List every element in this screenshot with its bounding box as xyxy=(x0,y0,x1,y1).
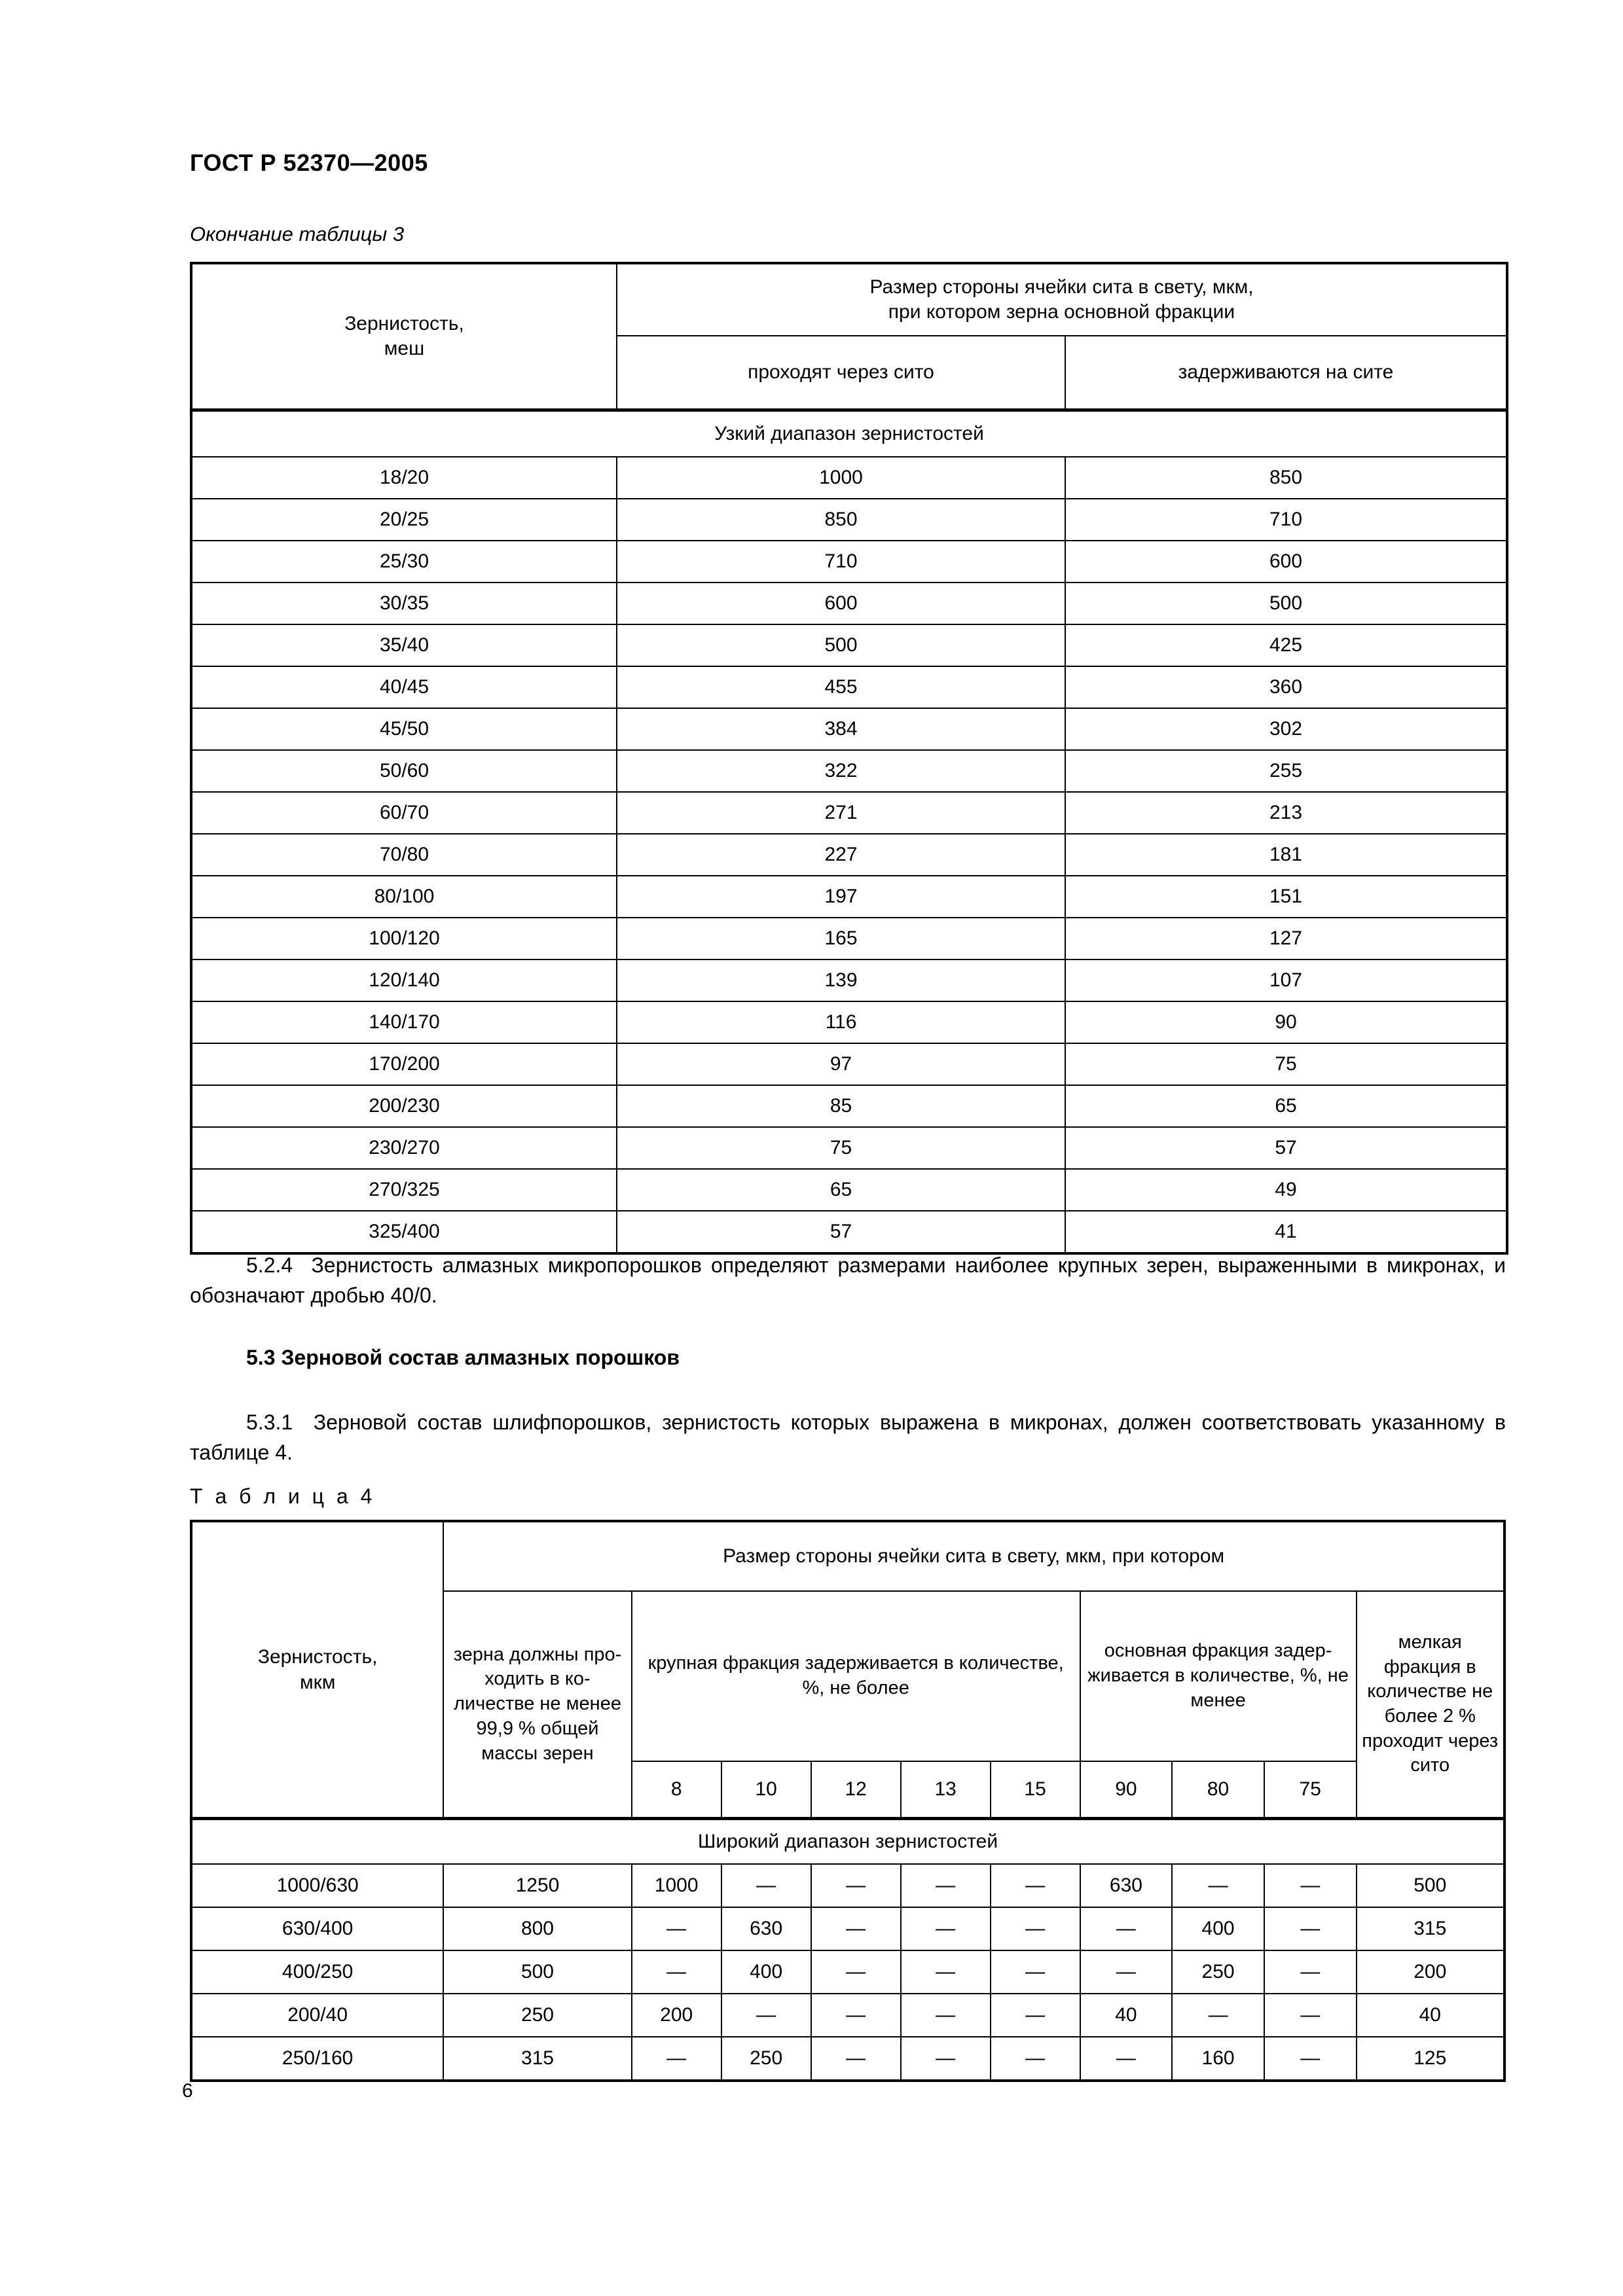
table4-cell-coarse: — xyxy=(901,1950,991,1994)
table3-row xyxy=(191,834,1507,876)
table3-cell-grain: 80/100 xyxy=(191,876,617,918)
table3-cell-grain: 25/30 xyxy=(191,541,617,583)
table4-header-main: основная фракция задер-живается в количестве, %, не менее xyxy=(1080,1591,1357,1761)
table3-cell-retain: 181 xyxy=(1065,834,1507,876)
table3-cell-pass: 227 xyxy=(617,834,1065,876)
table3-row xyxy=(191,583,1507,624)
table4-cell-pass-all: 800 xyxy=(443,1907,631,1950)
table4-cell-main: 630 xyxy=(1080,1864,1173,1907)
table3-row xyxy=(191,499,1507,541)
paragraph-5-3-1 xyxy=(190,1407,1506,1467)
table4-header-coarse-sub: 13 xyxy=(901,1761,991,1819)
table4-cell-pass-all: 315 xyxy=(443,2037,631,2081)
table3-cell-retain: 49 xyxy=(1065,1169,1507,1211)
table3-cell-grain: 140/170 xyxy=(191,1001,617,1043)
table3-cell-grain: 325/400 xyxy=(191,1211,617,1253)
table4-cell-fine: 500 xyxy=(1357,1864,1504,1907)
table4-header-main-sub: 90 xyxy=(1080,1761,1173,1819)
table3-cell-pass: 75 xyxy=(617,1127,1065,1169)
table4-cell-fine: 200 xyxy=(1357,1950,1504,1994)
table4-cell-grain: 250/160 xyxy=(191,2037,443,2081)
table4-cell-grain: 400/250 xyxy=(191,1950,443,1994)
table4-header-coarse-sub: 8 xyxy=(632,1761,721,1819)
table3-cell-grain: 100/120 xyxy=(191,918,617,960)
table4-cell-main: — xyxy=(1080,2037,1173,2081)
table3-row xyxy=(191,960,1507,1001)
table3-cell-retain: 425 xyxy=(1065,624,1507,666)
table3-cell-pass: 850 xyxy=(617,499,1065,541)
table3-header-grain: Зернистость, меш xyxy=(191,263,617,410)
table3-cell-grain: 35/40 xyxy=(191,624,617,666)
table4-cell-main: 160 xyxy=(1172,2037,1264,2081)
table3-row xyxy=(191,1043,1507,1085)
table4-cell-coarse: — xyxy=(901,1907,991,1950)
table4-cell-fine: 40 xyxy=(1357,1994,1504,2037)
table3-cell-grain: 270/325 xyxy=(191,1169,617,1211)
table3-row xyxy=(191,792,1507,834)
table4-cell-main: — xyxy=(1264,1864,1357,1907)
table3-cell-grain: 170/200 xyxy=(191,1043,617,1085)
table4-cell-coarse: — xyxy=(811,1950,901,1994)
table3-container xyxy=(190,262,1508,1255)
table3-cell-grain: 120/140 xyxy=(191,960,617,1001)
table4-cell-main: — xyxy=(1264,1994,1357,2037)
table3-cell-retain: 360 xyxy=(1065,666,1507,708)
table3-cell-pass: 500 xyxy=(617,624,1065,666)
table3-cell-grain: 230/270 xyxy=(191,1127,617,1169)
table3-header-pass: проходят через сито xyxy=(617,336,1065,410)
table3-cell-retain: 57 xyxy=(1065,1127,1507,1169)
table4-header-grain: Зернистость, мкм xyxy=(191,1521,443,1819)
table4-cell-coarse: — xyxy=(632,1907,721,1950)
table4-cell-coarse: — xyxy=(901,2037,991,2081)
paragraph-5-3-1-number: 5.3.1 xyxy=(246,1410,293,1434)
table4-cell-grain: 200/40 xyxy=(191,1994,443,2037)
table3-cell-pass: 710 xyxy=(617,541,1065,583)
table3-cell-pass: 165 xyxy=(617,918,1065,960)
table4 xyxy=(190,1520,1506,2082)
table4-cell-coarse: — xyxy=(811,1907,901,1950)
table4-cell-coarse: — xyxy=(721,1864,811,1907)
table4-cell-coarse: 1000 xyxy=(632,1864,721,1907)
table4-cell-main: — xyxy=(1264,1907,1357,1950)
table3-cell-retain: 600 xyxy=(1065,541,1507,583)
table4-header-coarse-sub: 15 xyxy=(991,1761,1080,1819)
table4-header-pass-all: зерна должны про-ходить в ко-личестве не менее 99,9 % общей массы зерен xyxy=(443,1591,631,1819)
table3-cell-retain: 90 xyxy=(1065,1001,1507,1043)
table4-cell-grain: 630/400 xyxy=(191,1907,443,1950)
table3-cell-pass: 65 xyxy=(617,1169,1065,1211)
table3-row xyxy=(191,1211,1507,1253)
table3-cell-pass: 197 xyxy=(617,876,1065,918)
table4-cell-coarse: — xyxy=(991,1864,1080,1907)
table4-cell-main: — xyxy=(1080,1950,1173,1994)
table4-cell-main: — xyxy=(1080,1907,1173,1950)
table3-row xyxy=(191,876,1507,918)
table3-cell-pass: 97 xyxy=(617,1043,1065,1085)
table3-row xyxy=(191,624,1507,666)
table3-row xyxy=(191,666,1507,708)
table4-container xyxy=(190,1520,1506,2082)
table4-cell-main: — xyxy=(1264,2037,1357,2081)
table3-cell-retain: 850 xyxy=(1065,457,1507,499)
table4-header-coarse-sub: 10 xyxy=(721,1761,811,1819)
table3-header-retain: задерживаются на сите xyxy=(1065,336,1507,410)
table4-cell-pass-all: 250 xyxy=(443,1994,631,2037)
paragraph-5-3-1-text: Зерновой состав шлифпорошков, зернистость которых выражена в микронах, должен соответствовать указанному в таблице 4. xyxy=(190,1410,1506,1465)
table4-caption: Т а б л и ц а 4 xyxy=(190,1484,376,1508)
table4-cell-fine: 315 xyxy=(1357,1907,1504,1950)
table3-cell-pass: 455 xyxy=(617,666,1065,708)
table3-row xyxy=(191,457,1507,499)
table3-section-title: Узкий диапазон зернистостей xyxy=(191,410,1507,457)
table4-cell-coarse: 400 xyxy=(721,1950,811,1994)
paragraph-5-2-4-number: 5.2.4 xyxy=(246,1253,293,1277)
table4-section-title: Широкий диапазон зернистостей xyxy=(191,1819,1504,1865)
table3-row xyxy=(191,1169,1507,1211)
table4-cell-coarse: — xyxy=(632,2037,721,2081)
table4-row xyxy=(191,1994,1504,2037)
table3-row xyxy=(191,541,1507,583)
table3-cell-grain: 200/230 xyxy=(191,1085,617,1127)
paragraph-5-2-4-text: Зернистость алмазных микропорошков определяют размерами наиболее крупных зерен, выраженными в микронах, и обозначают дробью 40/0. xyxy=(190,1253,1506,1308)
table4-row xyxy=(191,2037,1504,2081)
table4-cell-pass-all: 1250 xyxy=(443,1864,631,1907)
table4-cell-main: — xyxy=(1172,1994,1264,2037)
table3-cell-grain: 30/35 xyxy=(191,583,617,624)
table3-cell-grain: 60/70 xyxy=(191,792,617,834)
table4-section-row xyxy=(191,1819,1504,1865)
table3-cell-retain: 41 xyxy=(1065,1211,1507,1253)
table4-row xyxy=(191,1950,1504,1994)
table4-cell-coarse: — xyxy=(811,1994,901,2037)
table4-cell-main: — xyxy=(1264,1950,1357,1994)
table3-cell-grain: 50/60 xyxy=(191,750,617,792)
table3-cell-pass: 322 xyxy=(617,750,1065,792)
table3 xyxy=(190,262,1508,1255)
table4-header-coarse: крупная фракция задерживается в количестве, %, не более xyxy=(632,1591,1080,1761)
table3-caption: Окончание таблицы 3 xyxy=(190,223,405,245)
table3-cell-retain: 710 xyxy=(1065,499,1507,541)
table3-cell-grain: 45/50 xyxy=(191,708,617,750)
table3-cell-retain: 213 xyxy=(1065,792,1507,834)
table3-cell-retain: 127 xyxy=(1065,918,1507,960)
table3-cell-retain: 75 xyxy=(1065,1043,1507,1085)
table4-header-main-sub: 80 xyxy=(1172,1761,1264,1819)
table4-cell-coarse: 250 xyxy=(721,2037,811,2081)
table4-header-coarse-sub: 12 xyxy=(811,1761,901,1819)
table3-row xyxy=(191,1085,1507,1127)
table4-cell-main: 400 xyxy=(1172,1907,1264,1950)
table3-cell-grain: 40/45 xyxy=(191,666,617,708)
table4-cell-coarse: 200 xyxy=(632,1994,721,2037)
table3-cell-pass: 271 xyxy=(617,792,1065,834)
table3-cell-pass: 600 xyxy=(617,583,1065,624)
table3-cell-retain: 500 xyxy=(1065,583,1507,624)
table4-cell-coarse: — xyxy=(721,1994,811,2037)
table4-cell-coarse: — xyxy=(991,1950,1080,1994)
document-standard-number: ГОСТ Р 52370—2005 xyxy=(190,149,428,176)
table4-cell-coarse: — xyxy=(991,1994,1080,2037)
table4-cell-coarse: — xyxy=(901,1864,991,1907)
table3-cell-pass: 139 xyxy=(617,960,1065,1001)
table3-row xyxy=(191,1001,1507,1043)
table3-cell-retain: 65 xyxy=(1065,1085,1507,1127)
table4-cell-fine: 125 xyxy=(1357,2037,1504,2081)
table4-cell-main: 40 xyxy=(1080,1994,1173,2037)
table4-cell-main: — xyxy=(1172,1864,1264,1907)
table4-cell-main: 250 xyxy=(1172,1950,1264,1994)
table3-section-row xyxy=(191,410,1507,457)
table4-cell-coarse: — xyxy=(991,1907,1080,1950)
table3-row xyxy=(191,918,1507,960)
table4-cell-coarse: — xyxy=(811,2037,901,2081)
table4-cell-coarse: — xyxy=(901,1994,991,2037)
table4-header-row-1 xyxy=(191,1521,1504,1591)
table3-cell-pass: 116 xyxy=(617,1001,1065,1043)
heading-5-3: 5.3 Зерновой состав алмазных порошков xyxy=(246,1346,680,1369)
table4-cell-coarse: — xyxy=(811,1864,901,1907)
table4-cell-coarse: — xyxy=(632,1950,721,1994)
table4-cell-coarse: — xyxy=(991,2037,1080,2081)
table4-header-fine: мелкая фракция в количестве не более 2 % проходит через сито xyxy=(1357,1591,1504,1819)
table4-row xyxy=(191,1864,1504,1907)
table3-cell-grain: 20/25 xyxy=(191,499,617,541)
table4-cell-coarse: 630 xyxy=(721,1907,811,1950)
table3-cell-retain: 107 xyxy=(1065,960,1507,1001)
table3-row xyxy=(191,750,1507,792)
page-number: 6 xyxy=(182,2080,193,2102)
table3-header-row-1 xyxy=(191,263,1507,336)
table4-header-group: Размер стороны ячейки сита в свету, мкм, при котором xyxy=(443,1521,1504,1591)
table3-cell-grain: 18/20 xyxy=(191,457,617,499)
table4-row xyxy=(191,1907,1504,1950)
table3-row xyxy=(191,708,1507,750)
paragraph-5-2-4 xyxy=(190,1250,1506,1310)
table3-cell-pass: 384 xyxy=(617,708,1065,750)
table3-cell-retain: 255 xyxy=(1065,750,1507,792)
table4-cell-grain: 1000/630 xyxy=(191,1864,443,1907)
table3-cell-pass: 1000 xyxy=(617,457,1065,499)
table4-header-main-sub: 75 xyxy=(1264,1761,1357,1819)
table3-cell-pass: 57 xyxy=(617,1211,1065,1253)
table3-cell-pass: 85 xyxy=(617,1085,1065,1127)
table4-cell-pass-all: 500 xyxy=(443,1950,631,1994)
table3-cell-grain: 70/80 xyxy=(191,834,617,876)
table3-row xyxy=(191,1127,1507,1169)
table3-cell-retain: 302 xyxy=(1065,708,1507,750)
table3-header-group: Размер стороны ячейки сита в свету, мкм, при котором зерна основной фракции xyxy=(617,263,1507,336)
table3-cell-retain: 151 xyxy=(1065,876,1507,918)
